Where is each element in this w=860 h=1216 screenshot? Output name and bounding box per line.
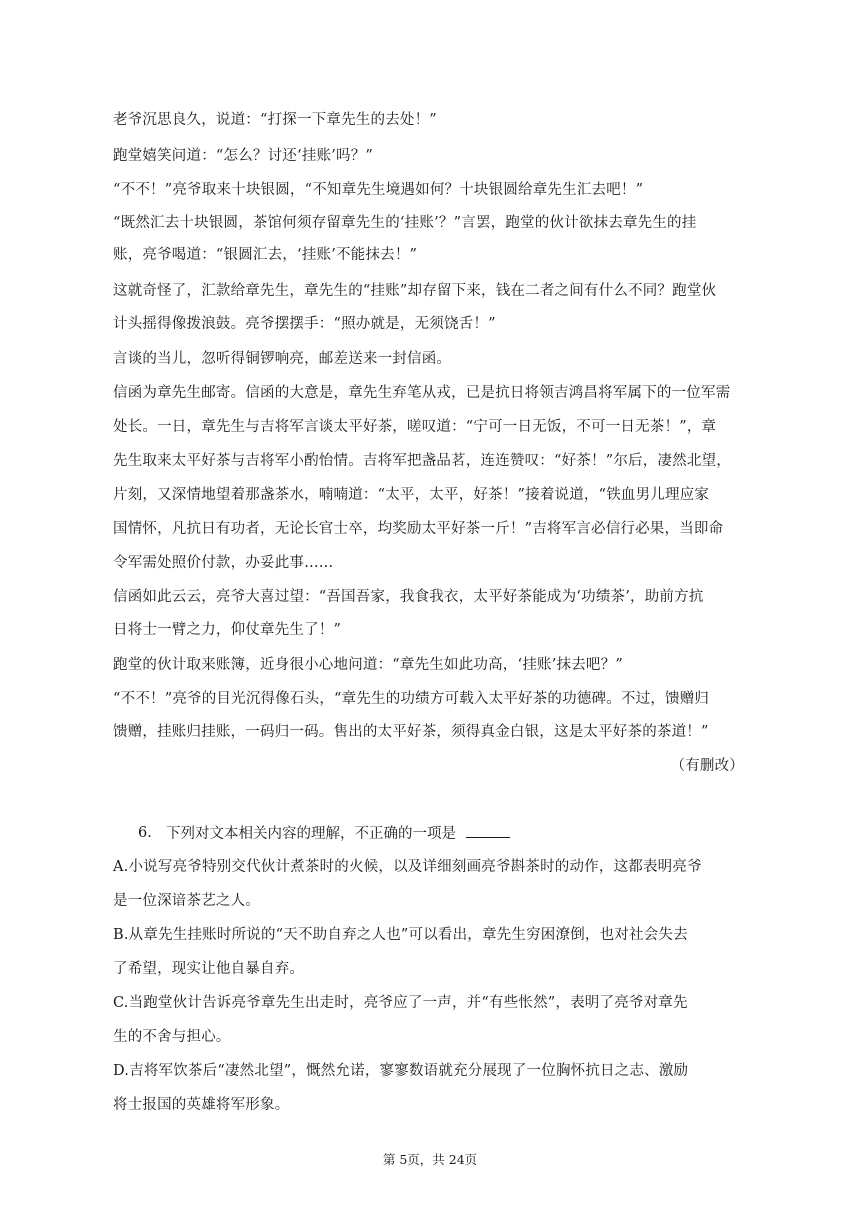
answer-blank[interactable] — [466, 823, 510, 838]
story-line: 跑堂嬉笑问道：“怎么？讨还‘挂账’吗？” — [113, 148, 374, 164]
option-a-line-2: 是一位深谙茶艺之人。 — [113, 893, 260, 909]
option-d-line-2: 将士报国的英雄将军形象。 — [113, 1097, 290, 1113]
option-d-line-1: D.吉将军饮茶后“凄然北望”，慨然允诺，寥寥数语就充分展现了一位胸怀抗日之志、激励 — [113, 1063, 689, 1079]
story-line: 账，亮爷喝道：“银圆汇去，‘挂账’不能抹去！” — [113, 247, 418, 263]
story-line: 计头摇得像拨浪鼓。亮爷摆摆手：“照办就是，无须饶舌！” — [113, 316, 496, 332]
story-line: 令军需处照价付款，办妥此事…… — [113, 555, 334, 571]
question-number: 6. — [138, 825, 152, 841]
story-line: 这就奇怪了，汇款给章先生，章先生的“挂账”却存留下来，钱在二者之间有什么不同？跑堂伙 — [113, 283, 717, 299]
story-line: 跑堂的伙计取来账簿，近身很小心地问道：“章先生如此功高，‘挂账’抹去吧？” — [113, 657, 623, 673]
story-line: 馈赠，挂账归挂账，一码归一码。售出的太平好茶，须得真金白银，这是太平好茶的茶道！” — [113, 724, 709, 740]
story-line: 国情怀，凡抗日有功者，无论长官士卒，均奖励太平好茶一斤！”吉将军言必信行必果，当即命 — [113, 521, 724, 537]
option-a-line-1: A.小说写亮爷特别交代伙计煮茶时的火候，以及详细刻画亮爷斟茶时的动作，这都表明亮爷 — [113, 859, 702, 875]
story-line: 信函为章先生邮寄。信函的大意是，章先生弃笔从戎，已是抗日将领吉鸿昌将军属下的一位军需 — [113, 385, 731, 401]
story-line: 先生取来太平好茶与吉将军小酌怡情。吉将军把盏品茗，连连赞叹：“好茶！”尔后，凄然北望， — [113, 453, 731, 469]
question-stem — [166, 823, 510, 844]
question-stem-text: 下列对文本相关内容的理解，不正确的一项是 — [166, 826, 456, 842]
story-line: 片刻，又深情地望着那盏茶水，喃喃道：“太平，太平，好茶！”接着说道，“铁血男儿理应家 — [113, 487, 710, 503]
story-line: 信函如此云云，亮爷大喜过望：“吾国吾家，我食我衣，太平好茶能成为‘功绩茶’，助前方抗 — [113, 589, 704, 605]
story-line: 日将士一臂之力，仰仗章先生了！” — [113, 622, 342, 638]
option-c-line-2: 生的不舍与担心。 — [113, 1029, 231, 1045]
option-b-line-1: B.从章先生挂账时所说的“天不助自弃之人也”可以看出，章先生穷困潦倒，也对社会失去 — [113, 927, 688, 943]
story-line: “不不！”亮爷的目光沉得像石头，“章先生的功绩方可载入太平好茶的功德碑。不过，馈赠归 — [113, 691, 710, 707]
option-c-line-1: C.当跑堂伙计告诉亮爷章先生出走时，亮爷应了一声，并“有些怅然”，表明了亮爷对章先 — [113, 995, 688, 1011]
story-line: 言谈的当儿，忽听得铜锣响亮，邮差送来一封信函。 — [113, 351, 452, 367]
story-line: “既然汇去十块银圆，茶馆何须存留章先生的‘挂账’？”言罢，跑堂的伙计欲抹去章先生的挂 — [113, 215, 697, 231]
story-line: “不不！”亮爷取来十块银圆，“不知章先生境遇如何？十块银圆给章先生汇去吧！” — [113, 182, 644, 198]
story-line: 老爷沉思良久，说道：“打探一下章先生的去处！” — [113, 112, 437, 128]
page-footer: 第 5页，共 24页 — [382, 1152, 478, 1167]
option-b-line-2: 了希望，现实让他自暴自弃。 — [113, 961, 305, 977]
edit-note: （有删改） — [670, 758, 744, 774]
story-line: 处长。一日，章先生与吉将军言谈太平好茶，嗟叹道：“宁可一日无饭，不可一日无茶！”，章 — [113, 419, 717, 435]
